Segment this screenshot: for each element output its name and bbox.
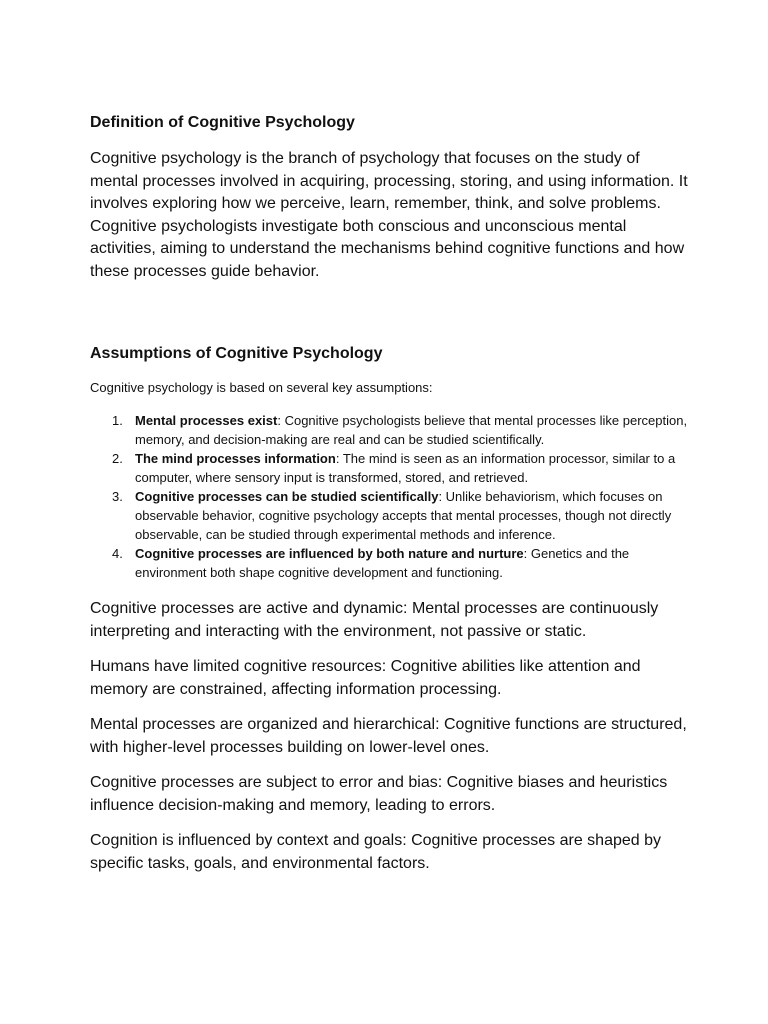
assumption-item xyxy=(90,411,690,449)
definition-paragraph: Cognitive psychology is the branch of psychology that focuses on the study of mental processes involved in acquiring, processing, storing, and using information. It involves exploring how we perceive, learn, remember, think, and solve problems. Cognitive psychologists investigate both conscious and unconscious mental activities, aiming to understand the mechanisms behind cognitive functions and how these processes guide behavior. xyxy=(90,150,688,280)
assumption-text: : Unlike behaviorism, which focuses on observable behavior, cognitive psychology accepts that mental processes, though not directly observable, can be studied through experimental methods and inference. xyxy=(135,489,672,542)
assumption-item xyxy=(90,487,690,544)
assumption-text: : Cognitive psychologists believe that mental processes like perception, memory, and decision-making are real and can be studied scientifically. xyxy=(135,413,688,447)
assumption-title: The mind processes information xyxy=(135,451,336,466)
assumption-paragraph: Humans have limited cognitive resources: Cognitive abilities like attention and memory are constrained, affecting information processing. xyxy=(90,658,641,698)
list-number: 4. xyxy=(112,546,123,561)
assumption-text: : Genetics and the environment both shape cognitive development and functioning. xyxy=(135,546,630,580)
assumptions-intro: Cognitive psychology is based on several key assumptions: xyxy=(90,380,433,395)
assumption-item xyxy=(90,449,690,487)
assumptions-list xyxy=(90,411,690,582)
document-page xyxy=(90,108,690,875)
assumption-item xyxy=(90,544,690,582)
list-number: 3. xyxy=(112,489,123,504)
assumption-paragraph: Cognitive processes are subject to error and bias: Cognitive biases and heuristics influence decision-making and memory, leading to errors. xyxy=(90,774,668,814)
list-number: 2. xyxy=(112,451,123,466)
definition-heading: Definition of Cognitive Psychology xyxy=(90,114,355,131)
list-number: 1. xyxy=(112,413,123,428)
assumption-title: Cognitive processes are influenced by both nature and nurture xyxy=(135,546,524,561)
assumption-title: Cognitive processes can be studied scientifically xyxy=(135,489,439,504)
assumption-title: Mental processes exist xyxy=(135,413,278,428)
assumption-paragraph: Mental processes are organized and hierarchical: Cognitive functions are structured, with higher-level processes building on lower-level ones. xyxy=(90,716,687,756)
assumption-paragraph: Cognition is influenced by context and goals: Cognitive processes are shaped by specific tasks, goals, and environmental factors. xyxy=(90,832,662,872)
assumption-text: : The mind is seen as an information processor, similar to a computer, where sensory input is transformed, stored, and retrieved. xyxy=(135,451,676,485)
assumption-paragraph: Cognitive processes are active and dynamic: Mental processes are continuously interpreting and interacting with the environment, not passive or static. xyxy=(90,600,659,640)
assumptions-heading: Assumptions of Cognitive Psychology xyxy=(90,345,383,362)
